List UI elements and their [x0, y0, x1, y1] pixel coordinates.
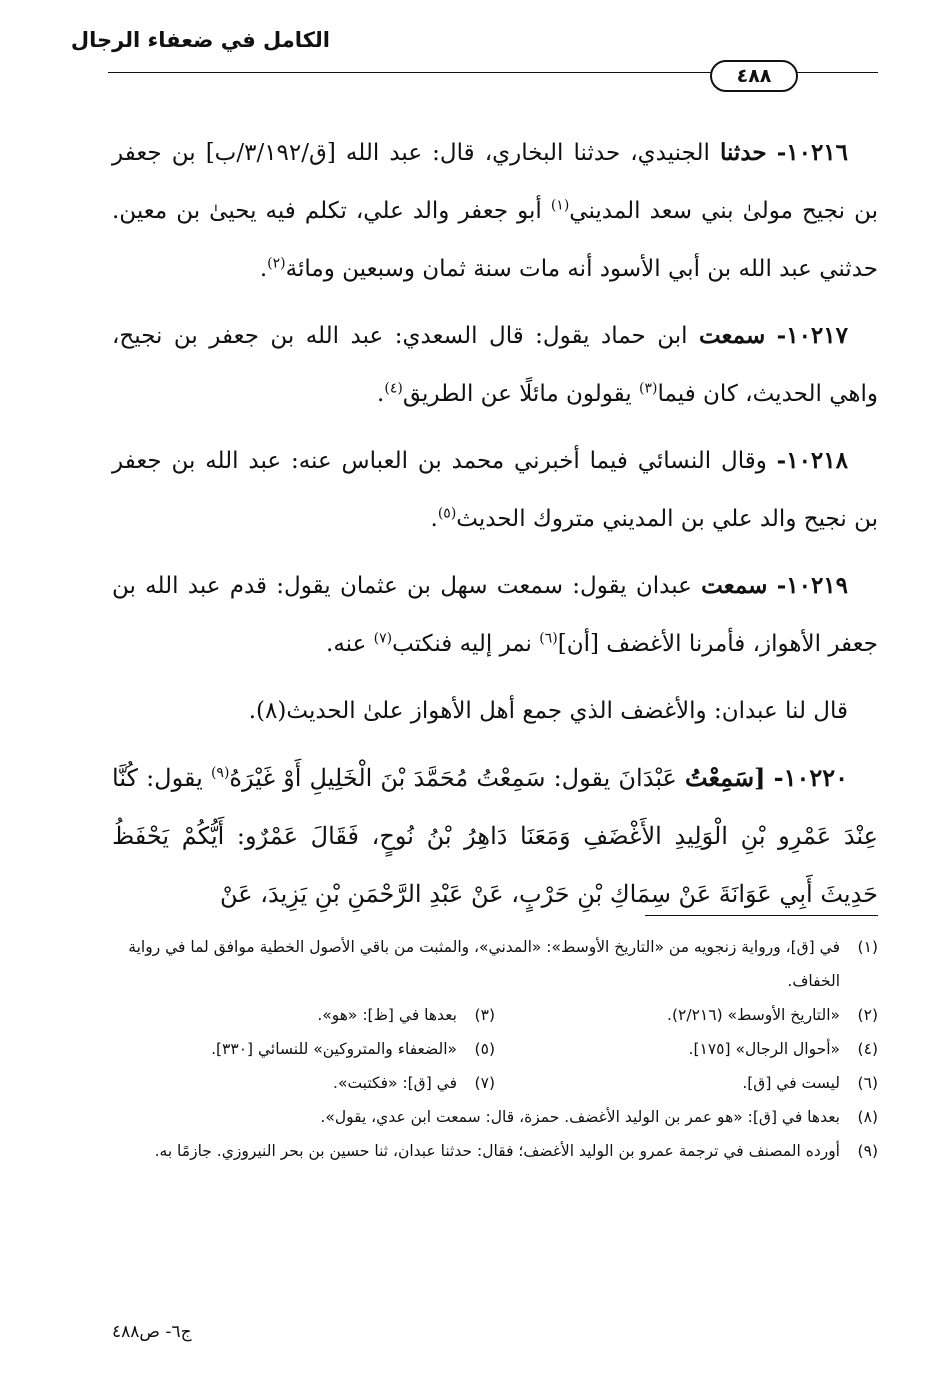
- footnote-text: «التاريخ الأوسط» (٢/٢١٦).: [667, 1006, 840, 1024]
- entry-text: الجنيدي، حدثنا البخاري، قال: عبد الله [ق/٣/١٩٢/ب] بن جعفر بن نجيح مولىٰ بني سعد المديني: [112, 140, 878, 224]
- footnote-text: أورده المصنف في ترجمة عمرو بن الوليد الأغضف؛ فقال: حدثنا عبدان، ثنا حسين بن بحر النيروزي. جازمًا به.: [154, 1142, 840, 1160]
- entry-text-cont: يقولون مائلًا عن الطريق: [402, 381, 632, 407]
- footnote-text: في [ق]: «فكتبت».: [333, 1074, 457, 1092]
- footnote-8: [112, 1100, 878, 1134]
- entry-10218: [112, 432, 878, 548]
- entry-10219: [112, 557, 878, 673]
- footnote-label: (٧): [474, 1074, 495, 1092]
- footer-volume-page: ج٦- ص٤٨٨: [112, 1322, 192, 1342]
- entry-lead-word: سمعت: [698, 322, 766, 349]
- footnote-label: (٢): [857, 1006, 878, 1024]
- entry-lead-word: حدثنا: [719, 139, 767, 166]
- footnote-ref: (٥): [437, 505, 457, 522]
- entry-end: .: [248, 698, 257, 724]
- entry-number: ١٠٢٢٠-: [773, 763, 849, 792]
- footnote-text: «الضعفاء والمتروكين» للنسائي [٣٣٠].: [211, 1040, 457, 1058]
- entry-text: قال لنا عبدان: والأغضف الذي جمع أهل الأهواز علىٰ الحديث: [286, 698, 848, 724]
- entry-text-cont: يقول: كُنَّا عِنْدَ عَمْرِو بْنِ الْوَلِيدِ الأَغْضَفِ وَمَعَنَا دَاهِرُ بْنُ نُوحٍ، فَقَالَ عَمْرٌو: أَيُّكُمْ يَحْفَظُ حَدِيثَ أَبِي عَوَانَةَ عَنْ سِمَاكِ بْنِ حَرْبٍ، عَنْ عَبْدِ الرَّحْمَنِ بْنِ يَزِيدَ، عَنْ: [112, 764, 878, 908]
- entry-text-cont: أبو جعفر والد علي، تكلم فيه يحيىٰ بن معين. حدثني عبد الله بن أبي الأسود أنه مات سنة ثمان وسبعين ومائة: [112, 198, 878, 282]
- entry-number: ١٠٢١٨-: [776, 447, 848, 474]
- entry-end: .: [430, 506, 438, 532]
- entry-text: ابن حماد يقول: قال السعدي: عبد الله بن جعفر بن نجيح، واهي الحديث، كان فيما: [112, 323, 878, 407]
- footnote-row: [112, 1032, 878, 1066]
- entry-text: عَبْدَانَ يقول: سَمِعْتُ مُحَمَّدَ بْنَ الْخَلِيلِ أَوْ غَيْرَهُ: [229, 764, 677, 792]
- entry-10220: [112, 749, 878, 923]
- footnote-4: [495, 1032, 878, 1066]
- running-header-title: الكامل في ضعفاء الرجال: [70, 28, 330, 52]
- footnote-ref: (٩): [210, 765, 230, 781]
- entry-end: .: [377, 381, 385, 407]
- entry-lead-word: [سَمِعْتُ: [685, 763, 766, 792]
- entry-10217: [112, 307, 878, 423]
- entry-10216: [112, 124, 878, 298]
- footnote-6: [495, 1066, 878, 1100]
- main-text: [112, 124, 878, 932]
- footnote-label: (٨): [857, 1108, 878, 1126]
- entry-number: ١٠٢١٩-: [776, 572, 849, 599]
- footnote-ref: (٤): [384, 380, 403, 397]
- footnote-label: (٩): [857, 1142, 878, 1160]
- footnote-text: بعدها في [ق]: «هو عمر بن الوليد الأغضف. حمزة، قال: سمعت ابن عدي، يقول».: [320, 1108, 840, 1126]
- entry-10219-continuation: [112, 682, 878, 740]
- entry-text-cont: نمر إليه فنكتب: [392, 631, 532, 657]
- footnote-row: [112, 998, 878, 1032]
- entry-number: ١٠٢١٧-: [776, 322, 848, 349]
- footnote-ref: (١): [550, 197, 570, 214]
- footnote-ref: (٧): [373, 630, 393, 647]
- entry-lead-word: سمعت: [701, 572, 768, 599]
- page-number-badge: ٤٨٨: [710, 60, 798, 92]
- entry-end: عنه.: [326, 631, 367, 657]
- footnote-text: ليست في [ق].: [742, 1074, 840, 1092]
- footnote-label: (٣): [474, 1006, 495, 1024]
- footnote-ref: (٦): [539, 630, 558, 647]
- footnote-text: في [ق]، ورواية زنجويه من «التاريخ الأوسط»: «المدني»، والمثبت من باقي الأصول الخطية موافق لما في رواية الخفاف.: [128, 938, 840, 990]
- footnote-text: بعدها في [ظ]: «هو».: [317, 1006, 457, 1024]
- footnote-row: [112, 1066, 878, 1100]
- footnote-ref: (٨): [256, 698, 287, 724]
- footnote-label: (١): [857, 938, 878, 956]
- footnote-ref: (٢): [267, 255, 286, 272]
- footnote-2: [495, 998, 878, 1032]
- entry-text: عبدان يقول: سمعت سهل بن عثمان يقول: قدم عبد الله بن جعفر الأهواز، فأمرنا الأغضف [أن]: [112, 573, 878, 657]
- entry-end: .: [259, 256, 268, 282]
- footnote-separator: [645, 915, 878, 916]
- footnote-5: [112, 1032, 495, 1066]
- entry-number: ١٠٢١٦-: [776, 139, 849, 166]
- footnote-text: «أحوال الرجال» [١٧٥].: [688, 1040, 840, 1058]
- footnote-label: (٥): [474, 1040, 495, 1058]
- footnote-1: [112, 930, 878, 998]
- footnote-3: [112, 998, 495, 1032]
- footnote-label: (٤): [857, 1040, 878, 1058]
- footnotes: [112, 930, 878, 1168]
- footnote-7: [112, 1066, 495, 1100]
- entry-text: وقال النسائي فيما أخبرني محمد بن العباس عنه: عبد الله بن جعفر بن نجيح والد علي بن المديني متروك الحديث: [112, 448, 878, 532]
- footnote-9: [112, 1134, 878, 1168]
- footnote-label: (٦): [857, 1074, 878, 1092]
- footnote-ref: (٣): [638, 380, 658, 397]
